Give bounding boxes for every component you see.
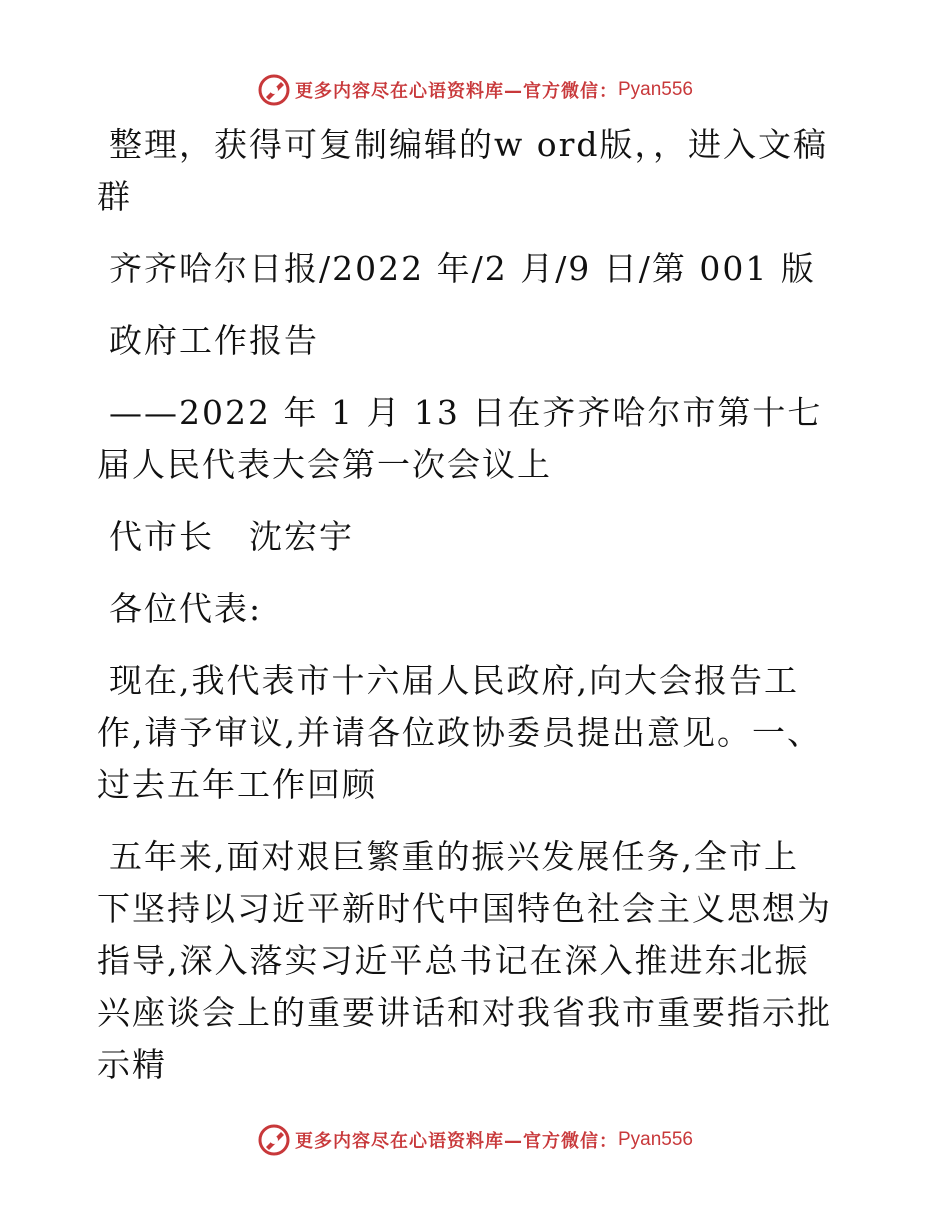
paragraph-title: 政府工作报告 — [109, 321, 319, 360]
paragraph-notice: 整理，获得可复制编辑的w ord版，，进入文稿群 — [97, 125, 829, 216]
document-body — [97, 119, 832, 1111]
header-watermark — [0, 70, 950, 110]
paragraph-intro: 现在,我代表市十六届人民政府,向大会报告工作,请予审议,并请各位政协委员提出意见。一、过去五年工作回顾 — [97, 661, 822, 804]
paragraph-salutation: 各位代表: — [109, 589, 263, 628]
logo-icon — [257, 1123, 291, 1157]
paragraph-subtitle: ——2022 年 1 月 13 日在齐齐哈尔市第十七届人民代表大会第一次会议上 — [97, 393, 823, 484]
footer-watermark — [0, 1120, 950, 1160]
header-watermark-text: 更多内容尽在心语资料库—官方微信： — [294, 81, 618, 102]
paragraph-author: 代市长 沈宏宇 — [109, 517, 354, 556]
footer-watermark-text: 更多内容尽在心语资料库—官方微信： — [294, 1131, 618, 1152]
logo-icon — [257, 73, 291, 107]
header-wechat-id: Pyan556 — [617, 79, 693, 100]
paragraph-source: 齐齐哈尔日报/2022 年/2 月/9 日/第 001 版 — [109, 249, 816, 288]
footer-wechat-id: Pyan556 — [617, 1129, 693, 1150]
paragraph-review: 五年来,面对艰巨繁重的振兴发展任务,全市上下坚持以习近平新时代中国特色社会主义思想为指导,深入落实习近平总书记在深入推进东北振兴座谈会上的重要讲话和对我省我市重要指示批示精 — [97, 837, 832, 1084]
